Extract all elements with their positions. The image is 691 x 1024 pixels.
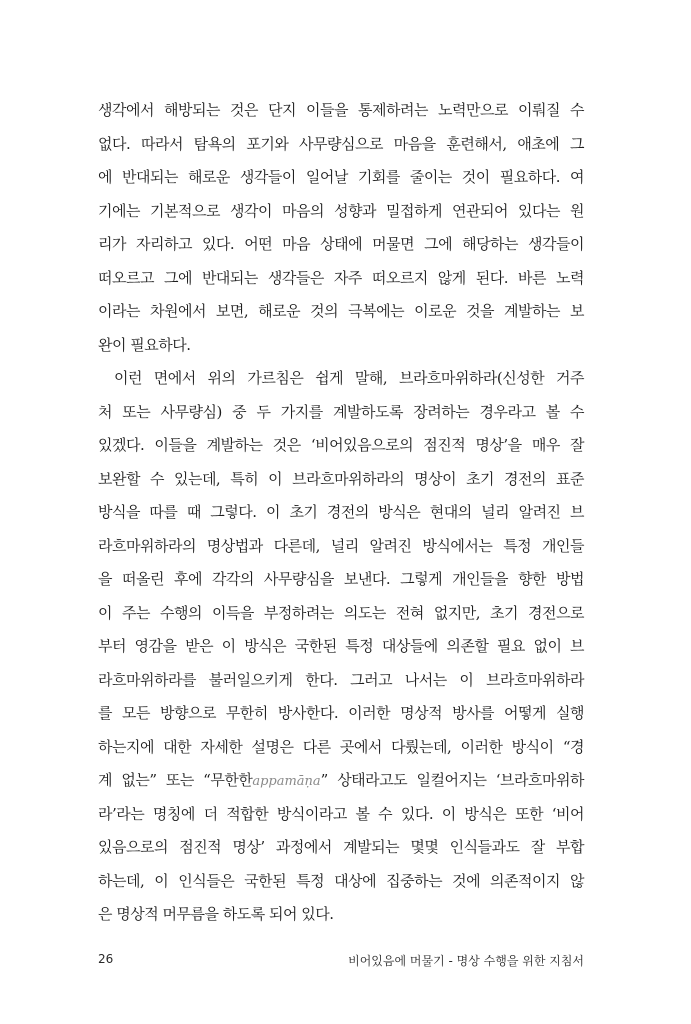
text-line: 라’라는 명칭에 더 적합한 방식이라고 볼 수 있다. 이 방식은 또한 ‘비어 — [98, 804, 584, 823]
text-segment: ” 상태라고도 일컬어지는 ‘브라흐마위하 — [320, 771, 584, 789]
text-line: 완이 필요하다. — [98, 335, 191, 354]
text-line: 에 반대되는 해로운 생각들이 일어날 기회를 줄이는 것이 필요하다. 여 — [98, 168, 584, 186]
text-line: 을 떠올린 후에 각각의 사무량심을 보낸다. 그렇게 개인들을 향한 방법 — [98, 570, 584, 588]
text-line: 은 명상적 머무름을 하도록 되어 있다. — [98, 905, 334, 923]
text-line: 하는데, 이 인식들은 국한된 특정 대상에 집중하는 것에 의존적이지 않 — [98, 871, 584, 890]
text-line: 를 모든 방향으로 무한히 방사한다. 이러한 명상적 방사를 어떻게 실행 — [98, 704, 584, 722]
text-line-with-pali — [98, 764, 584, 798]
text-line: 라흐마위하라의 명상법과 다른데, 널리 알려진 방식에서는 특정 개인들 — [98, 536, 584, 555]
text-line: 없다. 따라서 탐욕의 포기와 사무량심으로 마음을 훈련해서, 애초에 그 — [98, 134, 584, 153]
text-line: 이라는 차원에서 보면, 해로운 것의 극복에는 이로운 것을 계발하는 보 — [98, 302, 584, 320]
text-line: 있음으로의 점진적 명상’ 과정에서 계발되는 몇몇 인식들과도 잘 부합 — [98, 838, 584, 856]
text-line: 보완할 수 있는데, 특히 이 브라흐마위하라의 명상이 초기 경전의 표준 — [98, 469, 584, 488]
text-line: 부터 영감을 받은 이 방식은 국한된 특정 대상들에 의존할 필요 없이 브 — [98, 637, 584, 655]
page-number: 26 — [98, 952, 114, 966]
text-line: 라흐마위하라를 불러일으키게 한다. 그러고 나서는 이 브라흐마위하라 — [98, 670, 584, 689]
page-footer — [98, 952, 584, 972]
text-line: 이런 면에서 위의 가르침은 쉽게 말해, 브라흐마위하라(신성한 거주 — [114, 369, 584, 387]
pali-term: appamāṇa — [252, 774, 321, 789]
text-line: 생각에서 해방되는 것은 단지 이들을 통제하려는 노력만으로 이뤄질 수 — [98, 101, 584, 119]
text-line: 처 또는 사무량심) 중 두 가지를 계발하도록 장려하는 경우라고 볼 수 — [98, 402, 584, 421]
body-text — [98, 94, 584, 932]
text-line: 떠오르고 그에 반대되는 생각들은 자주 떠오르지 않게 된다. 바른 노력 — [98, 268, 584, 287]
text-line: 리가 자리하고 있다. 어떤 마음 상태에 머물면 그에 해당하는 생각들이 — [98, 235, 584, 253]
text-line: 하는지에 대한 자세한 설명은 다른 곳에서 다뤘는데, 이러한 방식이 “경 — [98, 737, 584, 756]
running-title: 비어있음에 머물기 - 명상 수행을 위한 지침서 — [348, 954, 584, 968]
text-line: 있겠다. 이들을 계발하는 것은 ‘비어있음으로의 점진적 명상’을 매우 잘 — [98, 436, 584, 454]
text-line: 방식을 따를 때 그렇다. 이 초기 경전의 방식은 현대의 널리 알려진 브 — [98, 503, 584, 521]
text-segment: 계 없는” 또는 “무한한 — [98, 771, 253, 789]
text-line: 이 주는 수행의 이득을 부정하려는 의도는 전혀 없지만, 초기 경전으로 — [98, 603, 584, 622]
text-line: 기에는 기본적으로 생각이 마음의 성향과 밀접하게 연관되어 있다는 원 — [98, 201, 584, 220]
